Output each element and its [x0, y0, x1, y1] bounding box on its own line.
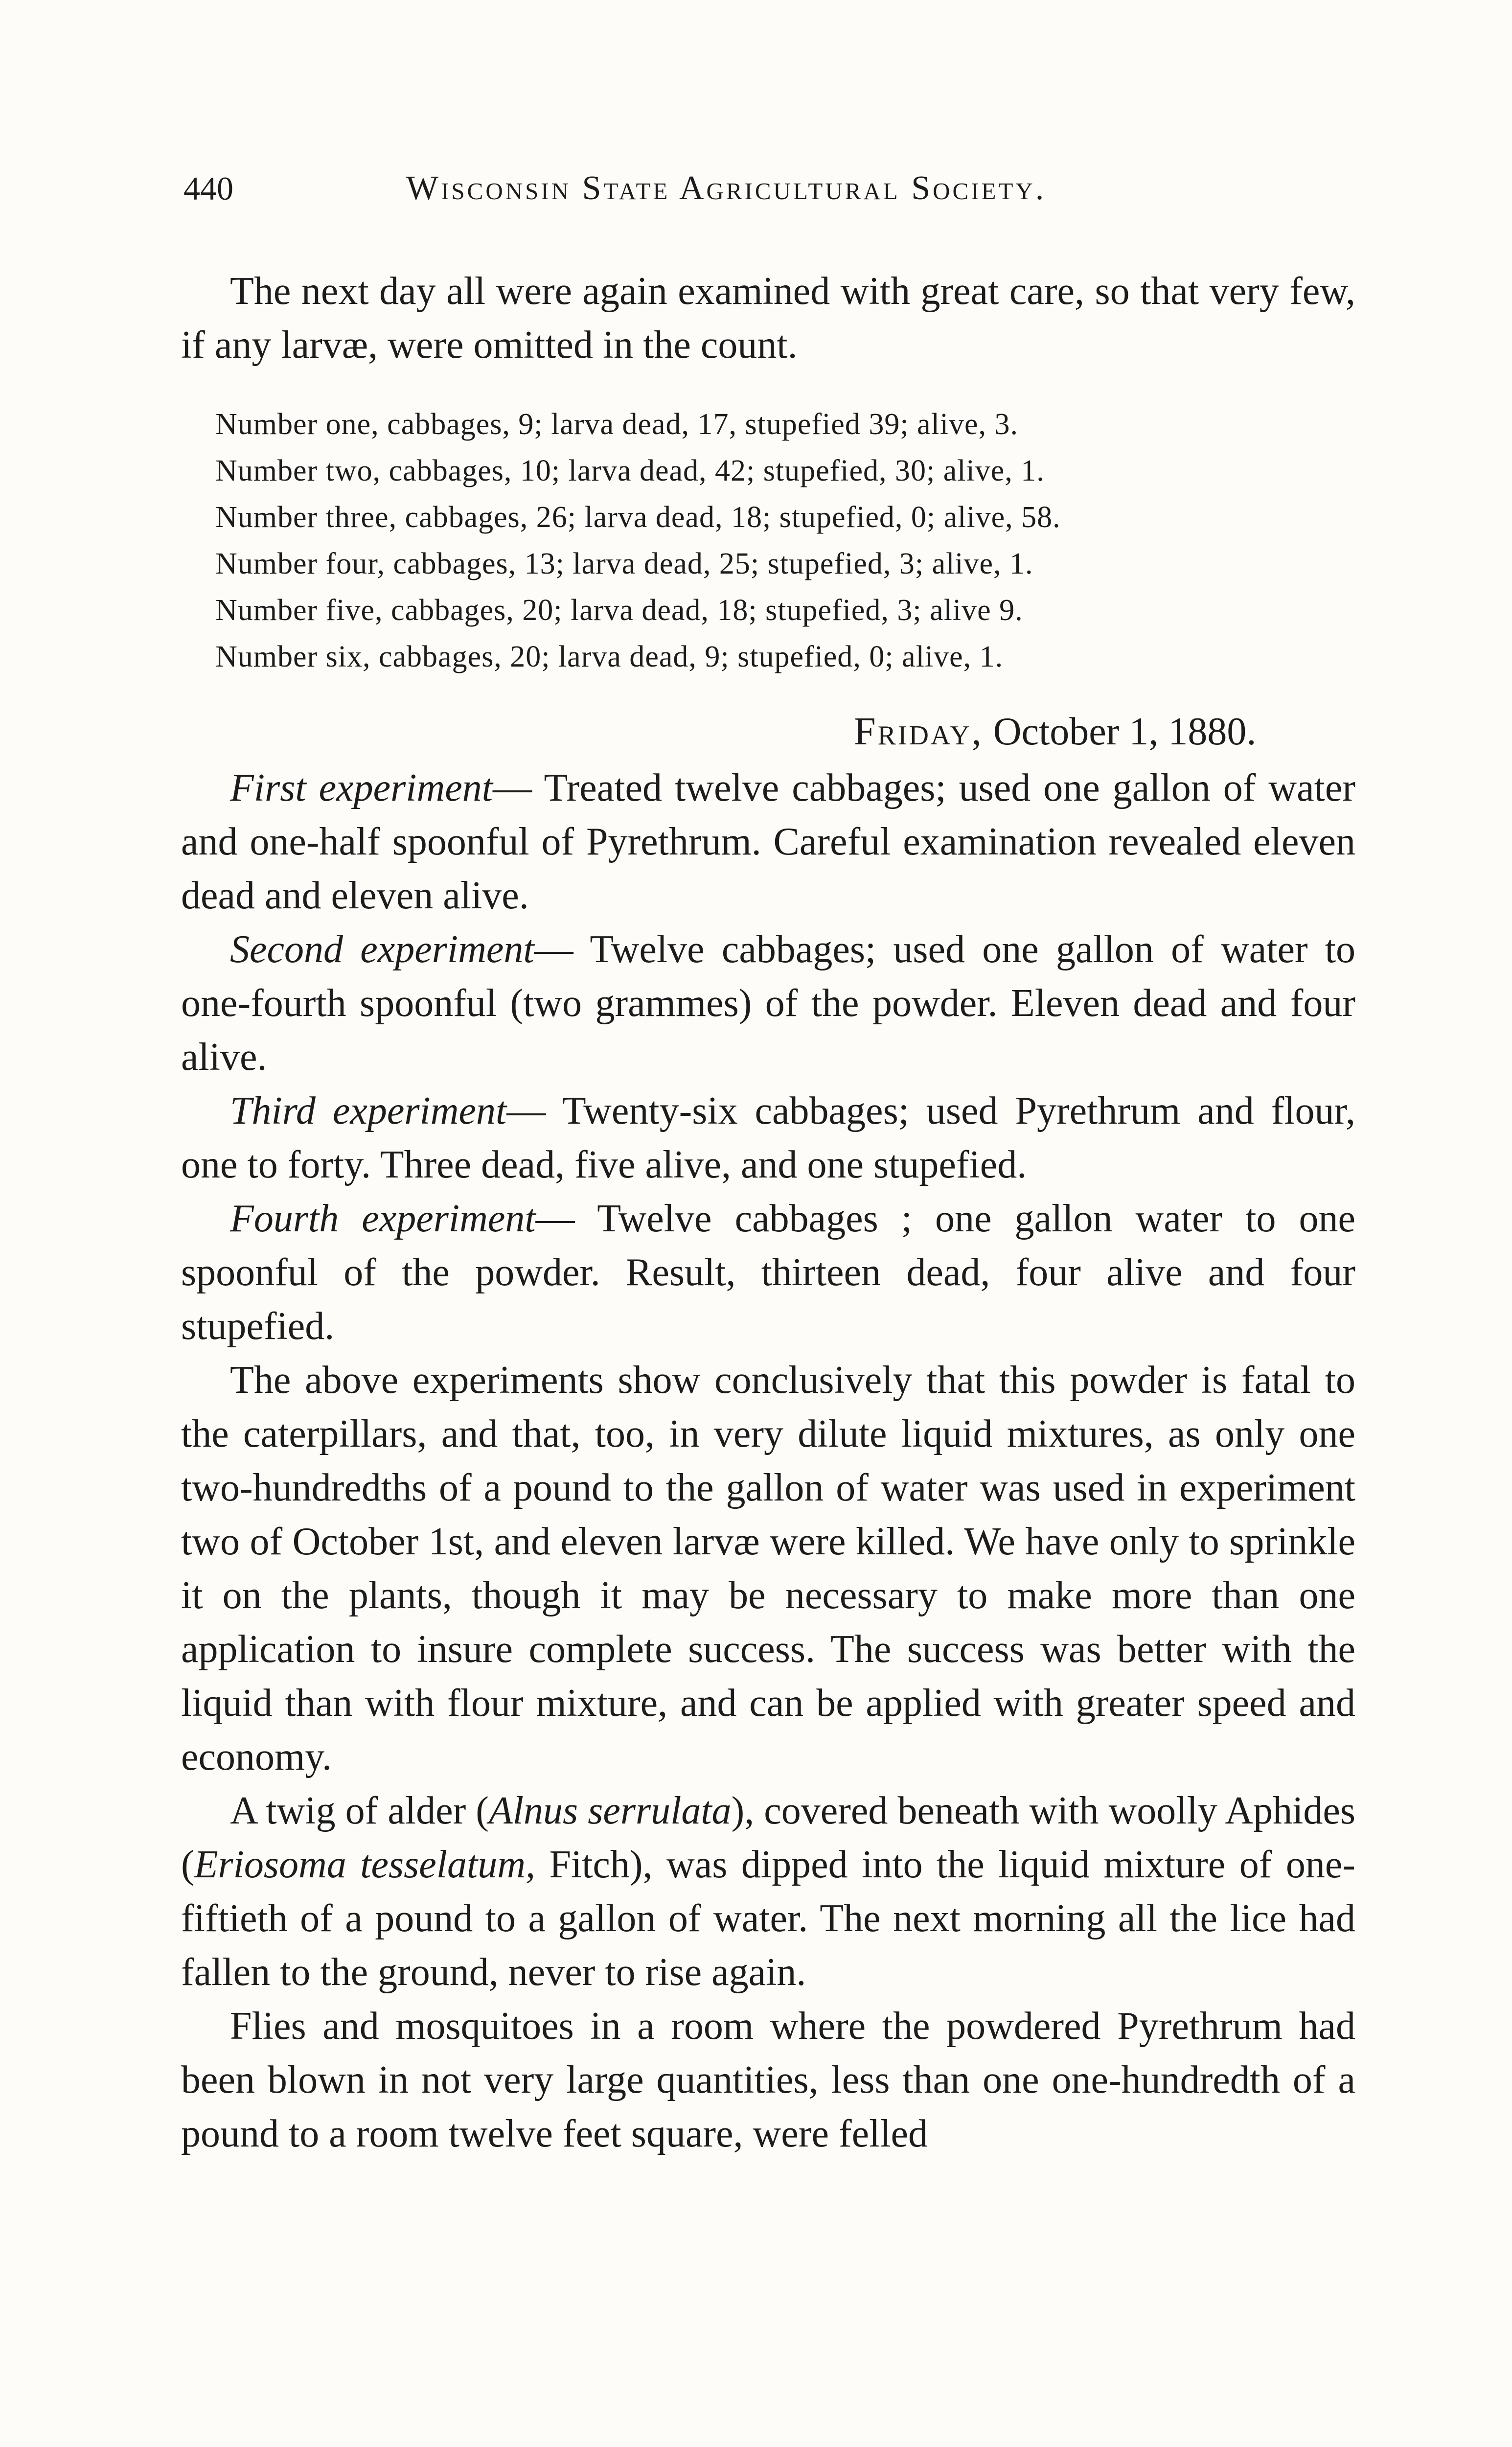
- species-name: Eriosoma tesselatum,: [194, 1843, 535, 1886]
- conclusion-paragraph: The above experiments show conclusively that this powder is fatal to the caterpillars, and that, too, in very dilute liquid mixtures, as only one two-hundredths of a pound to the gallon of water was used in experiment two of October 1st, and eleven larvæ were killed. We have only to sprinkle it on the plants, though it may be necessary to make more than one application to insure complete success. The success was better with the liquid than with flour mixture, and can be applied with greater speed and economy.: [181, 1359, 1355, 1778]
- count-line: Number five, cabbages, 20; larva dead, 18; stupefied, 3; alive 9.: [215, 594, 1023, 627]
- experiment-text: — Twelve cabbages ; one gallon water to one spoonful of the powder. Result, thirteen dead, four alive and four stupefied.: [181, 1197, 1355, 1348]
- alder-text: ), covered beneath with woolly Aphides (: [181, 1789, 1356, 1886]
- experiment-label: First experiment: [230, 766, 493, 809]
- intro-paragraph-block: [181, 264, 1355, 372]
- experiment-label: Second experiment: [230, 928, 534, 971]
- experiment-paragraph: [181, 761, 1355, 923]
- dateline-date: October 1, 1880.: [993, 710, 1257, 753]
- dateline-day: Friday,: [854, 710, 984, 753]
- main-text-block: [181, 761, 1355, 2161]
- alder-text: Fitch), was dipped into the liquid mixture of one-fiftieth of a pound to a gallon of water. The next morning all the lice had fallen to the ground, never to rise again.: [181, 1843, 1355, 1994]
- count-line: Number four, cabbages, 13; larva dead, 25; stupefied, 3; alive, 1.: [215, 547, 1033, 580]
- experiment-paragraph: [181, 923, 1355, 1084]
- experiment-paragraph: [181, 1084, 1355, 1192]
- page-header: [183, 162, 1363, 215]
- species-name: Alnus serrulata: [488, 1789, 732, 1832]
- alder-paragraph: [181, 1784, 1355, 1999]
- experiment-label: Fourth experiment: [230, 1197, 536, 1240]
- alder-text: A twig of alder (: [230, 1789, 489, 1832]
- larvae-count-list: [215, 401, 1341, 680]
- experiment-text: — Twelve cabbages; used one gallon of water to one-fourth spoonful (two grammes) of the powder. Eleven dead and four alive.: [181, 928, 1356, 1079]
- page-number: 440: [183, 170, 233, 207]
- experiment-text: — Treated twelve cabbages; used one gallon of water and one-half spoonful of Pyrethrum. Careful examination revealed eleven dead and eleven alive.: [181, 766, 1355, 917]
- count-line: Number six, cabbages, 20; larva dead, 9; stupefied, 0; alive, 1.: [215, 640, 1004, 673]
- experiment-text: — Twenty-six cabbages; used Pyrethrum and flour, one to forty. Three dead, five alive, and one stupefied.: [181, 1089, 1355, 1186]
- count-line: Number two, cabbages, 10; larva dead, 42; stupefied, 30; alive, 1.: [215, 454, 1045, 487]
- experiment-paragraph: [181, 1192, 1355, 1353]
- count-line: Number one, cabbages, 9; larva dead, 17, stupefied 39; alive, 3.: [215, 408, 1019, 441]
- running-head: Wisconsin State Agricultural Society.: [406, 169, 1047, 207]
- flies-paragraph: Flies and mosquitoes in a room where the powdered Pyrethrum had been blown in not very large quantities, less than one one-hundredth of a pound to a room twelve feet square, were felled: [181, 2005, 1355, 2155]
- intro-paragraph: The next day all were again examined with great care, so that very few, if any larvæ, were omitted in the count.: [181, 270, 1355, 367]
- count-line: Number three, cabbages, 26; larva dead, 18; stupefied, 0; alive, 58.: [215, 501, 1061, 534]
- dateline: [854, 705, 1256, 759]
- experiment-label: Third experiment: [230, 1089, 507, 1132]
